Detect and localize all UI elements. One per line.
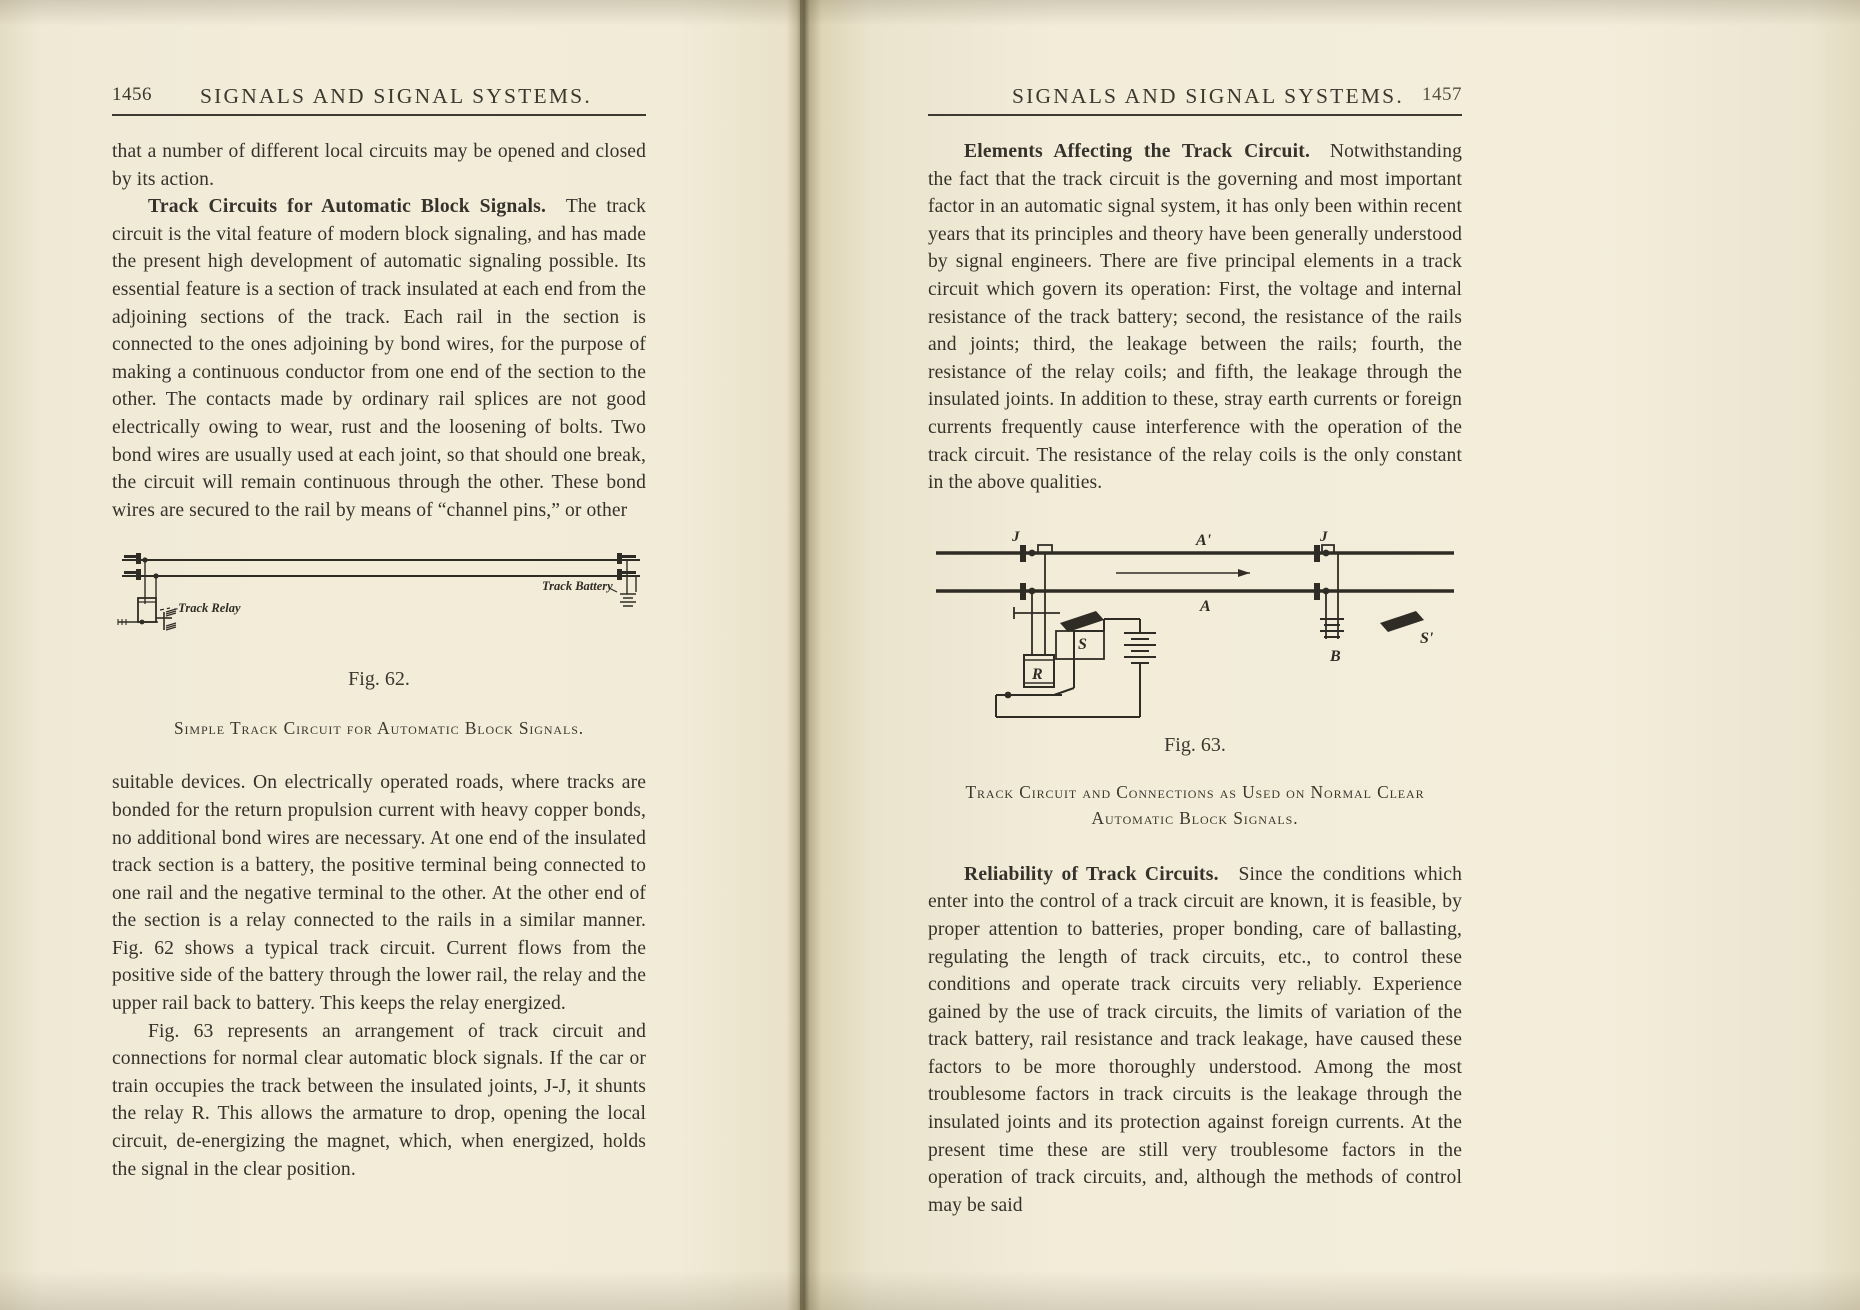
figure-63-label-joint-right: J xyxy=(1320,528,1328,545)
figure-62-label-track-relay: -Track Relay xyxy=(174,601,241,616)
right-paragraph-2-runin: Reliability of Track Circuits. xyxy=(964,863,1239,885)
figure-62-number: Fig. 62. xyxy=(348,668,410,691)
right-paragraph-1-text: Notwithstanding the fact that the track circuit is the governing and most important factor in an automatic signal system, it has only been within recent years that its principles and theory have been generally understood by signal engineers. There are five principal elements in a track circuit which govern its operation: First, the voltage and internal resistance of the track battery; second, the resistance of the rails and joints; third, the leakage between the rails; fourth, the resistance of the relay coils; and fifth, the leakage through the insulated joints. In addition to these, stray earth currents or foreign currents frequently cause interference with the operation of the track circuit. The resistance of the relay coils is the only constant in the above qualities. xyxy=(928,141,1462,494)
right-paragraph-2 xyxy=(928,861,1462,1220)
book-spine-edge xyxy=(800,0,805,1310)
left-paragraph-2-text: The track circuit is the vital feature of modern block signaling, and has made the present high development of automatic signaling possible. Its essential feature is a section of track insulated at each end from the adjoining sections of the track. Each rail in the section is connected to the ones adjoining by bond wires, for the purpose of making a continuous conductor from one end of the section to the other. The contacts made by ordinary rail splices are not good electrically owing to wear, rust and the loosening of bolts. Two bond wires are usually used at each joint, so that should one break, the circuit will remain continuous through the other. These bond wires are secured to the rail by means of “channel pins,” or other xyxy=(112,196,652,521)
left-paragraph-4: Fig. 63 represents an arrangement of track circuit and connections for normal clear automatic block signals. If the car or train occupies the track between the insulated joints, J-J, it shunts the relay R. This allows the armature to drop, opening the local circuit, de-energizing the magnet, which, when energized, holds the signal in the clear position. xyxy=(112,1020,646,1180)
right-paragraph-2-text: Since the conditions which enter into the control of a track circuit are known, it is feasible, by proper attention to batteries, proper bonding, care of ballasting, regulating the length of track circuits, etc., to control these conditions and operate track circuits very reliably. Experience gained by the use of track circuits, the limits of variation of the track battery, rail resistance and track leakage, have caused these factors to be more thoroughly understood. Among the most troublesome factors in track circuits is the leakage through the insulated joints and its protection against foreign currents. At the present time these are still very troublesome factors in the operation of track circuits, and, although the methods of control may be said xyxy=(928,863,1462,1216)
figure-63-label-joint-left: J xyxy=(1012,528,1020,545)
left-paragraph-2-runin: Track Circuits for Automatic Block Signals. xyxy=(148,196,566,218)
left-page-folio: 1456 xyxy=(112,84,152,105)
figure-63-drawing xyxy=(928,527,1462,722)
left-page-header xyxy=(112,84,646,124)
left-header-rule xyxy=(112,114,646,116)
figure-63-label-rail-upper: A' xyxy=(1196,531,1212,549)
figure-62-caption: Simple Track Circuit for Automatic Block Signals. xyxy=(173,718,585,739)
figure-63 xyxy=(928,527,1462,722)
figure-62-drawing xyxy=(112,546,646,642)
figure-63-number: Fig. 63. xyxy=(1164,733,1226,756)
left-paragraph-2 xyxy=(112,193,652,524)
right-header-rule xyxy=(928,114,1462,116)
right-running-title: SIGNALS AND SIGNAL SYSTEMS. xyxy=(1012,84,1404,108)
right-page-folio: 1457 xyxy=(1422,84,1462,105)
right-paragraph-1 xyxy=(928,138,1462,497)
figure-63-label-signal-right: S' xyxy=(1420,629,1434,647)
figure-63-label-battery: B xyxy=(1330,647,1341,665)
figure-63-label-signal-left: S xyxy=(1078,635,1087,653)
left-paragraph-1: that a number of different local circuits may be opened and closed by its action. xyxy=(112,141,646,190)
left-paragraph-3: suitable devices. On electrically operated roads, where tracks are bonded for the return propulsion current with heavy copper bonds, no additional bond wires are necessary. At one end of the insulated track section is a battery, the positive terminal being connected to one rail and the negative terminal to the other. At the other end of the section is a relay connected to the rails in a similar manner. Fig. 62 shows a typical track circuit. Current flows from the positive side of the battery through the lower rail, the relay and the upper rail back to battery. This keeps the relay energized. xyxy=(112,772,646,1015)
figure-63-label-rail-lower: A xyxy=(1200,597,1211,615)
figure-63-label-relay: R xyxy=(1032,665,1043,683)
right-page xyxy=(928,0,1462,1219)
left-page xyxy=(112,0,652,1183)
figure-62-label-track-battery: Track Battery xyxy=(542,579,613,594)
left-running-title: SIGNALS AND SIGNAL SYSTEMS. xyxy=(200,84,592,108)
figure-62 xyxy=(112,546,646,642)
figure-63-caption xyxy=(928,779,1462,831)
right-paragraph-1-runin: Elements Affecting the Track Circuit. xyxy=(964,141,1330,162)
right-page-header xyxy=(928,84,1462,124)
figure-63-caption-line1: Track Circuit and Connections as Used on Normal Clear xyxy=(965,781,1425,802)
figure-63-caption-line2: Automatic Block Signals. xyxy=(1091,807,1299,828)
